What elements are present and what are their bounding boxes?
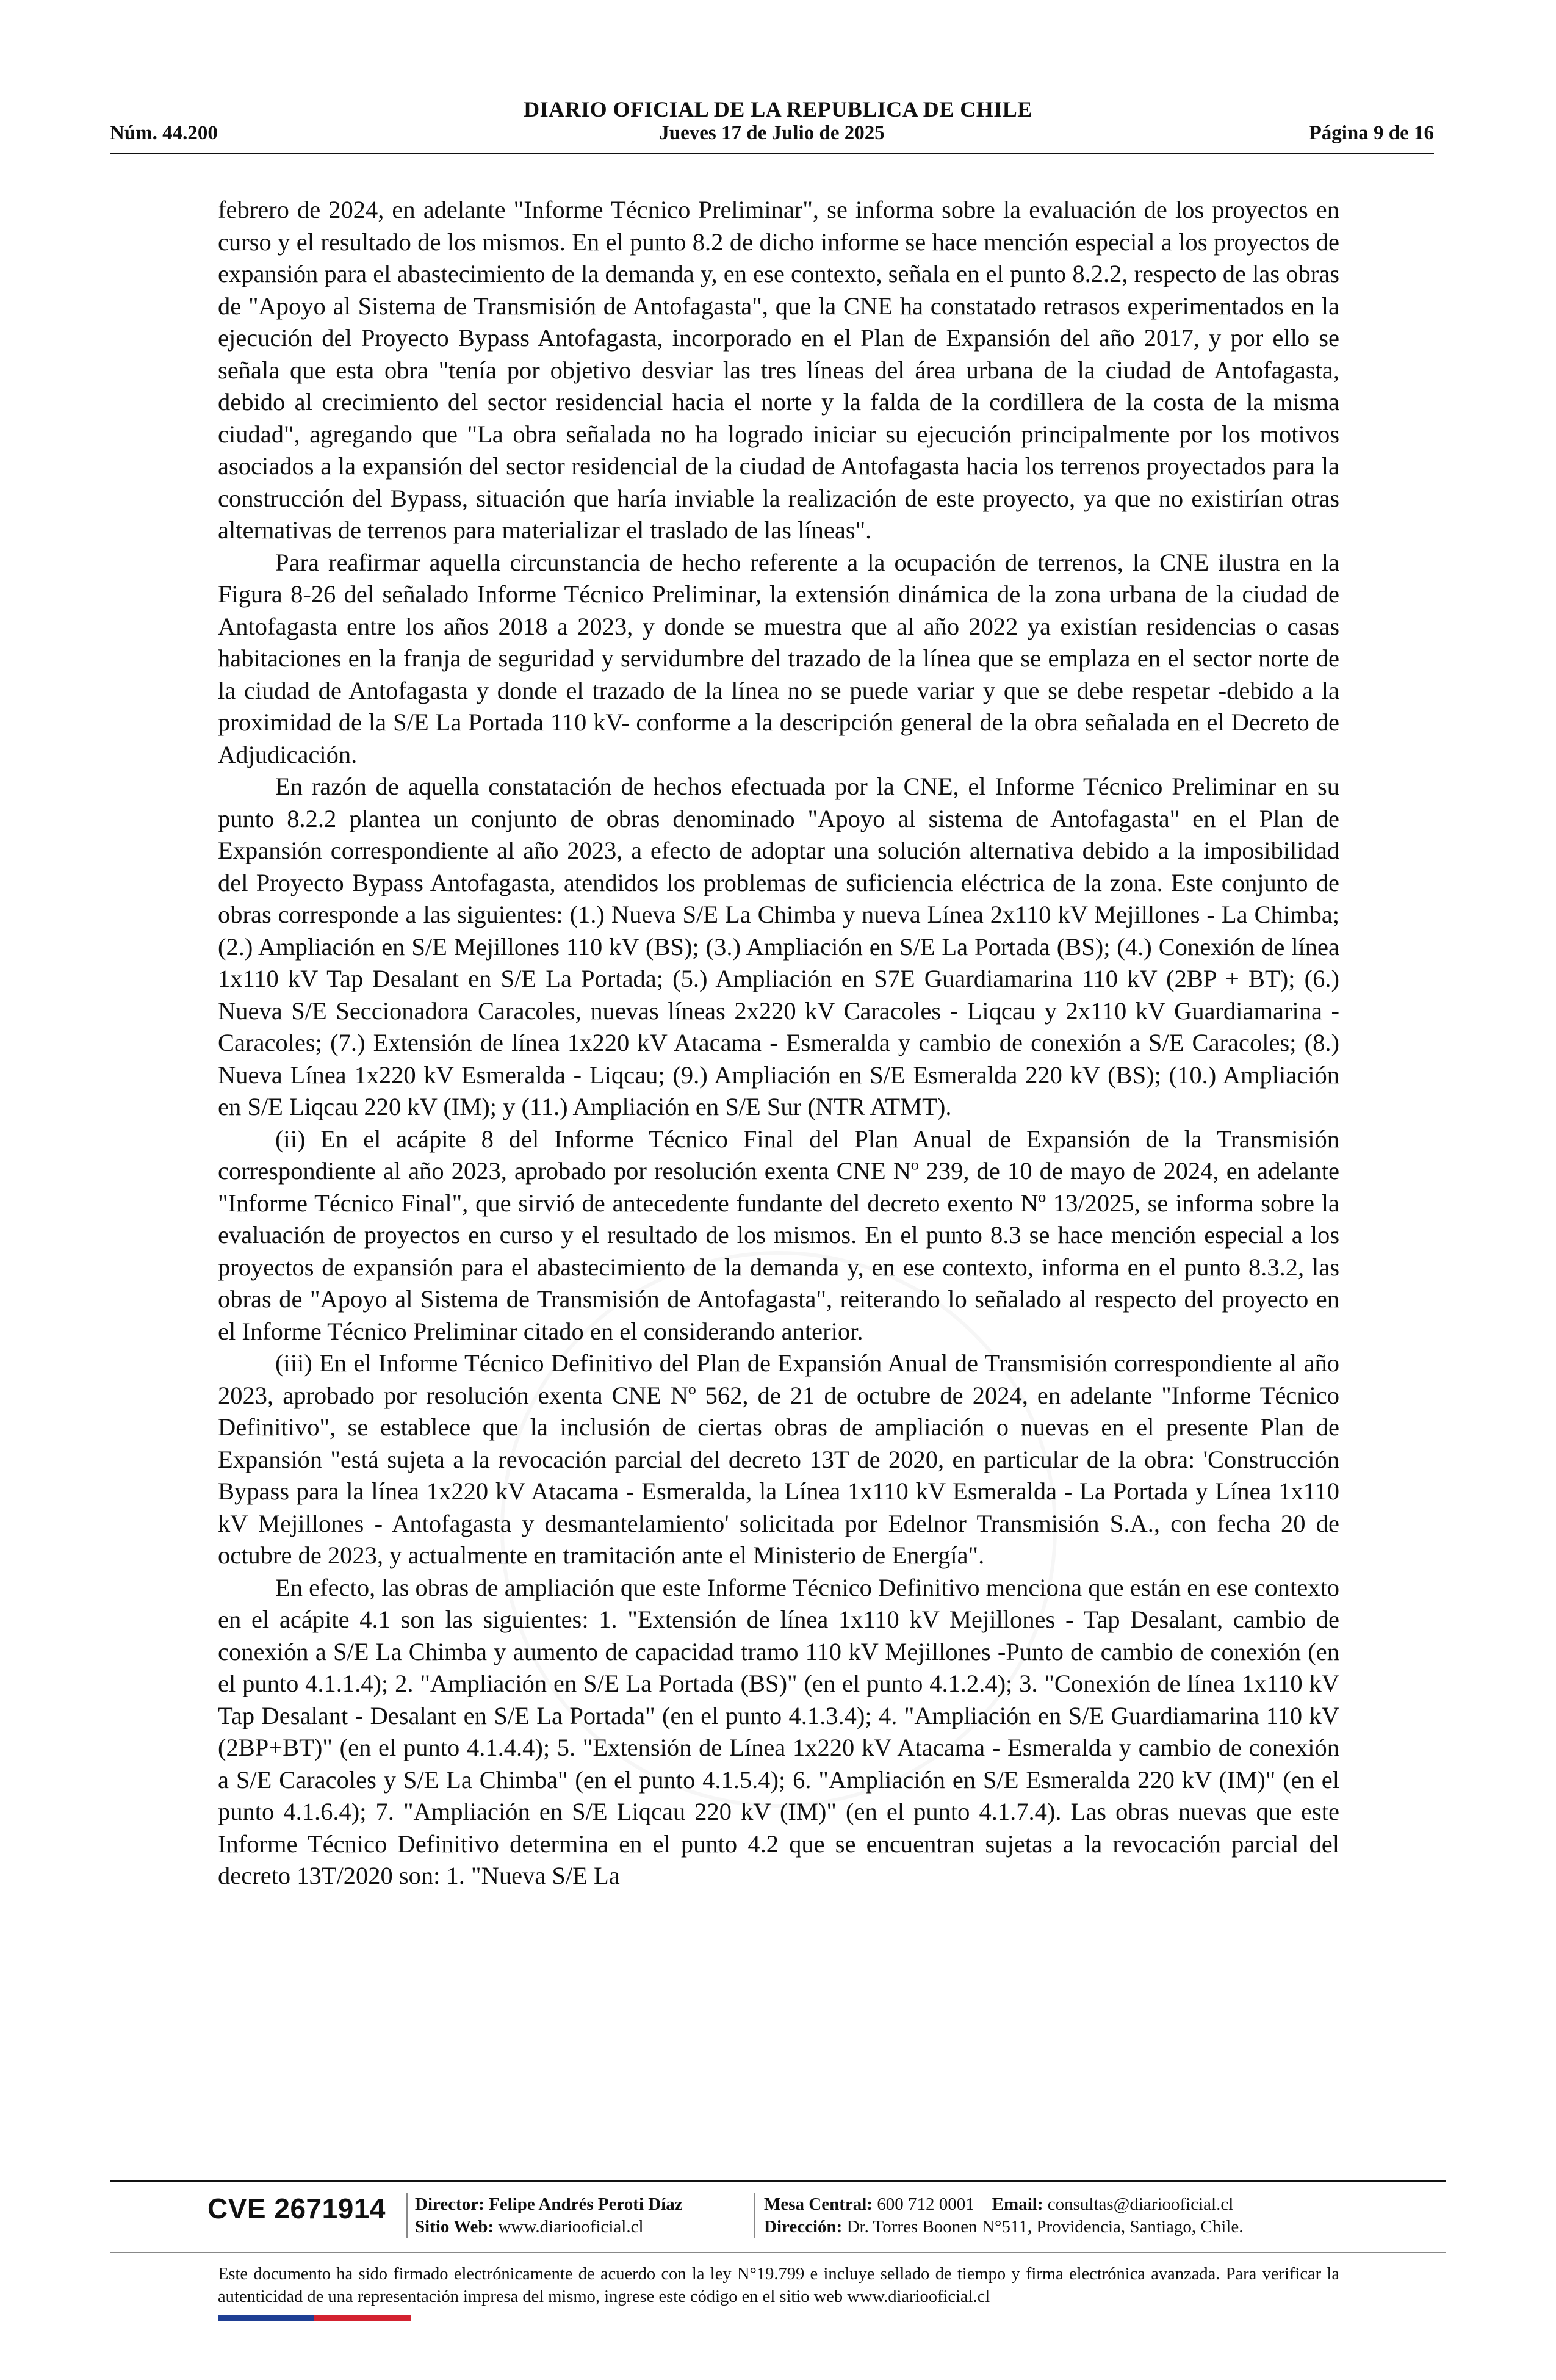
footer-info bbox=[110, 2191, 1446, 2246]
web-link[interactable]: www.diariooficial.cl bbox=[498, 2217, 644, 2237]
issue-number: Núm. 44.200 bbox=[110, 122, 218, 144]
page-number: Página 9 de 16 bbox=[1309, 122, 1434, 144]
footer-director-block bbox=[415, 2193, 683, 2238]
paragraph: En efecto, las obras de ampliación que este Informe Técnico Definitivo menciona que están en ese contexto en el acápite 4.1 son las siguientes: 1. "Extensión de línea 1x110 kV Mejillones - Tap Desalant, cambio de conexión a S/E La Chimba y aumento de capacidad tramo 110 kV Mejillones -Punto de cambio de conexión (en el punto 4.1.1.4); 2. "Ampliación en S/E La Portada (BS)" (en el punto 4.1.2.4); 3. "Conexión de línea 1x110 kV Tap Desalant - Desalant en S/E La Portada" (en el punto 4.1.3.4); 4. "Ampliación en S/E Guardiamarina 110 kV (2BP+BT)" (en el punto 4.1.4.4); 5. "Extensión de Línea 1x220 kV Atacama - Esmeralda y cambio de conexión a S/E Caracoles y S/E La Chimba" (en el punto 4.1.5.4); 6. "Ampliación en S/E Esmeralda 220 kV (IM)" (en el punto 4.1.6.4); 7. "Ampliación en S/E Liqcau 220 kV (IM)" (en el punto 4.1.7.4). Las obras nuevas que este Informe Técnico Definitivo determina en el punto 4.2 que se encuentran sujetas a la revocación parcial del decreto 13T/2020 son: 1. "Nueva S/E La bbox=[218, 1573, 1339, 1889]
paragraph: Para reafirmar aquella circunstancia de hecho referente a la ocupación de terrenos, la CNE ilustra en la Figura 8-26 del señalado Informe Técnico Preliminar, la extensión dinámica de la zona urbana de la ciudad de Antofagasta entre los años 2018 a 2023, y donde se muestra que al año 2022 ya existían residencias o casas habitaciones en la franja de seguridad y servidumbre del trazado de la línea que se emplaza en el sector norte de la ciudad de Antofagasta y donde el trazado de la línea no se puede variar y que se debe respetar -debido a la proximidad de la S/E La Portada 110 kV- conforme a la descripción general de la obra señalada en el Decreto de Adjudicación. bbox=[218, 548, 1339, 768]
header-row bbox=[110, 122, 1434, 145]
newspaper-title: DIARIO OFICIAL DE LA REPUBLICA DE CHILE bbox=[524, 97, 1032, 121]
director-name: Felipe Andrés Peroti Díaz bbox=[489, 2194, 683, 2214]
address-label: Dirección: bbox=[764, 2217, 843, 2237]
address-value: Dr. Torres Boonen N°511, Providencia, Santiago, Chile. bbox=[846, 2217, 1244, 2237]
email-link[interactable]: consultas@diariooficial.cl bbox=[1047, 2194, 1234, 2214]
issue-date: Jueves 17 de Julio de 2025 bbox=[659, 122, 885, 144]
web-label: Sitio Web: bbox=[415, 2217, 494, 2237]
cve-code: CVE 2671914 bbox=[207, 2193, 386, 2224]
footer-divider bbox=[110, 2252, 1446, 2253]
paragraph: En razón de aquella constatación de hechos efectuada por la CNE, el Informe Técnico Preliminar en su punto 8.2.2 plantea un conjunto de obras denominado "Apoyo al sistema de Antofagasta" en el Plan de Expansión correspondiente al año 2023, a efecto de adoptar una solución alternativa debido a la imposibilidad del Proyecto Bypass Antofagasta, atendidos los problemas de suficiencia eléctrica de la zona. Este conjunto de obras corresponde a las siguientes: (1.) Nueva S/E La Chimba y nueva Línea 2x110 kV Mejillones - La Chimba; (2.) Ampliación en S/E Mejillones 110 kV (BS); (3.) Ampliación en S/E La Portada (BS); (4.) Conexión de línea 1x110 kV Tap Desalant en S/E La Portada; (5.) Ampliación en S7E Guardiamarina 110 kV (2BP + BT); (6.) Nueva S/E Seccionadora Caracoles, nuevas líneas 2x220 kV Caracoles - Liqcau y 2x110 kV Guardiamarina - Caracoles; (7.) Extensión de línea 1x220 kV Atacama - Esmeralda y cambio de conexión a S/E Caracoles; (8.) Nueva Línea 1x220 kV Esmeralda - Liqcau; (9.) Ampliación en S/E Esmeralda 220 kV (BS); (10.) Ampliación en S/E Liqcau 220 kV (IM); y (11.) Ampliación en S/E Sur (NTR ATMT). bbox=[218, 773, 1339, 1120]
footer-contact-block bbox=[764, 2193, 1243, 2238]
footer-separator bbox=[406, 2193, 408, 2238]
flag-stripe-red bbox=[314, 2315, 411, 2321]
paragraph: febrero de 2024, en adelante "Informe Técnico Preliminar", se informa sobre la evaluación de los proyectos en curso y el resultado de los mismos. En el punto 8.2 de dicho informe se hace mención especial a los proyectos de expansión para el abastecimiento de la demanda y, en ese contexto, señala en el punto 8.2.2, respecto de las obras de "Apoyo al Sistema de Transmisión de Antofagasta", que la CNE ha constatado retrasos experimentados en la ejecución del Proyecto Bypass Antofagasta, incorporado en el Plan de Expansión del año 2017, y por ello se señala que esta obra "tenía por objetivo desviar las tres líneas del área urbana de la ciudad de Antofagasta, debido al crecimiento del sector residencial hacia el norte y la falda de la cordillera de la costa de la misma ciudad", agregando que "La obra señalada no ha logrado iniciar su ejecución principalmente por los motivos asociados a la expansión del sector residencial de la ciudad de Antofagasta hacia los terrenos proyectados para la construcción del Bypass, situación que haría inviable la realización de este proyecto, ya que no existirían otras alternativas de terrenos para materializar el traslado de las líneas". bbox=[218, 196, 1339, 544]
email-label: Email: bbox=[992, 2194, 1043, 2214]
footer-divider bbox=[110, 2180, 1446, 2182]
phone-value: 600 712 0001 bbox=[877, 2194, 974, 2214]
paragraph: (iii) En el Informe Técnico Definitivo del Plan de Expansión Anual de Transmisión correspondiente al año 2023, aprobado por resolución exenta CNE Nº 562, de 21 de octubre de 2024, en adelante "Informe Técnico Definitivo", se establece que la inclusión de ciertas obras de ampliación o nuevas en el presente Plan de Expansión "está sujeta a la revocación parcial del decreto 13T de 2020, en particular de la obra: 'Construcción Bypass para la línea 1x220 kV Atacama - Esmeralda, la Línea 1x110 kV Esmeralda - La Portada y Línea 1x110 kV Mejillones - Antofagasta y desmantelamiento' solicitada por Edelnor Transmisión S.A., con fecha 20 de octubre de 2023, y actualmente en tramitación ante el Ministerio de Energía". bbox=[218, 1349, 1339, 1569]
paragraph: (ii) En el acápite 8 del Informe Técnico Final del Plan Anual de Expansión de la Transmisión correspondiente al año 2023, aprobado por resolución exenta CNE Nº 239, de 10 de mayo de 2024, en adelante "Informe Técnico Final", que sirvió de antecedente fundante del decreto exento Nº 13/2025, se informa sobre la evaluación de proyectos en curso y el resultado de los mismos. En el punto 8.3 se hace mención especial a los proyectos de expansión para el abastecimiento de la demanda y, en ese contexto, informa en el punto 8.3.2, las obras de "Apoyo al Sistema de Transmisión de Antofagasta", reiterando lo señalado al respecto del proyecto en el Informe Técnico Preliminar citado en el considerando anterior. bbox=[218, 1125, 1339, 1345]
document-body bbox=[218, 194, 1339, 1892]
director-label: Director: bbox=[415, 2194, 484, 2214]
flag-stripe-blue bbox=[218, 2315, 314, 2321]
signature-note: Este documento ha sido firmado electrónicamente de acuerdo con la ley N°19.799 e incluye sellado de tiempo y firma electrónica avanzada. Para verificar la autenticidad de una representación impresa del mismo, ingrese este código en el sitio web www.diariooficial.cl bbox=[218, 2265, 1339, 2306]
footer-separator bbox=[754, 2193, 755, 2238]
header-divider bbox=[110, 153, 1434, 154]
phone-label: Mesa Central: bbox=[764, 2194, 873, 2214]
